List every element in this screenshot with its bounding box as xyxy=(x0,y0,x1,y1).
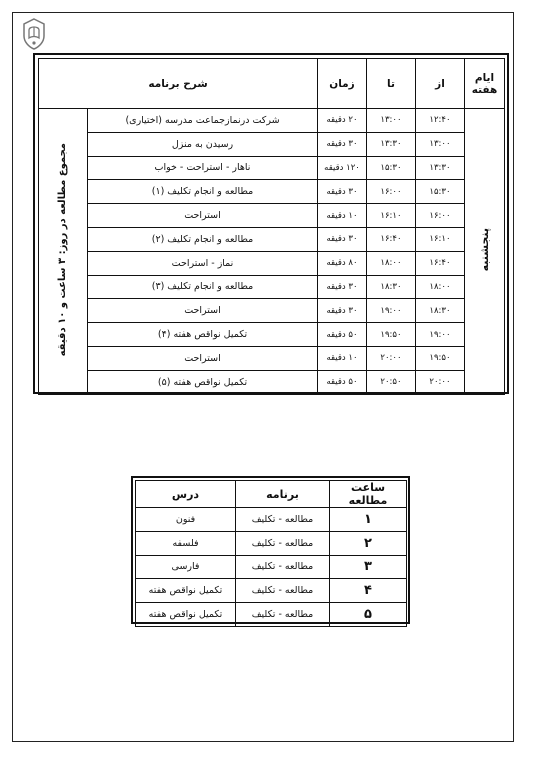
header-description: شرح برنامه xyxy=(39,59,318,109)
to-time-cell: ۱۸:۰۰ xyxy=(367,251,416,275)
to-time-cell: ۱۳:۰۰ xyxy=(367,109,416,133)
lesson-cell: فارسی xyxy=(136,555,236,579)
duration-cell: ۲۰ دقیقه xyxy=(318,109,367,133)
program-cell: مطالعه - تکلیف xyxy=(236,531,330,555)
to-time-cell: ۱۶:۰۰ xyxy=(367,180,416,204)
to-time-cell: ۲۰:۰۰ xyxy=(367,346,416,370)
header-program: برنامه xyxy=(236,481,330,508)
program-cell: مطالعه - تکلیف xyxy=(236,603,330,627)
schedule-header-row xyxy=(39,59,505,109)
study-hour-cell: ۳ xyxy=(330,555,407,579)
description-cell: رسیدن به منزل xyxy=(88,132,318,156)
duration-cell: ۳۰ دقیقه xyxy=(318,180,367,204)
program-cell: مطالعه - تکلیف xyxy=(236,579,330,603)
description-cell: استراحت xyxy=(88,299,318,323)
to-time-cell: ۱۹:۰۰ xyxy=(367,299,416,323)
to-time-cell: ۱۵:۳۰ xyxy=(367,156,416,180)
lesson-cell: تکمیل نواقص هفته xyxy=(136,603,236,627)
description-cell: مطالعه و انجام تکلیف (۲) xyxy=(88,227,318,251)
table-row xyxy=(39,323,505,347)
from-time-cell: ۱۳:۳۰ xyxy=(416,156,465,180)
table-row xyxy=(136,603,407,627)
day-label: پنجشنبه xyxy=(478,228,491,272)
duration-cell: ۵۰ دقیقه xyxy=(318,370,367,394)
header-study-hour: ساعت مطالعه xyxy=(330,481,407,508)
lesson-cell: فنون xyxy=(136,508,236,532)
total-study-label: مجموع مطالعه در روز: ۳ ساعت و ۱۰ دقیقه xyxy=(57,143,68,357)
duration-cell: ۵۰ دقیقه xyxy=(318,323,367,347)
from-time-cell: ۱۶:۰۰ xyxy=(416,204,465,228)
table-row xyxy=(39,180,505,204)
to-time-cell: ۱۶:۴۰ xyxy=(367,227,416,251)
to-time-cell: ۲۰:۵۰ xyxy=(367,370,416,394)
description-cell: استراحت xyxy=(88,346,318,370)
table-row xyxy=(39,204,505,228)
from-time-cell: ۱۲:۴۰ xyxy=(416,109,465,133)
to-time-cell: ۱۶:۱۰ xyxy=(367,204,416,228)
description-cell: ناهار - استراحت - خواب xyxy=(88,156,318,180)
table-row xyxy=(136,579,407,603)
subjects-header-row xyxy=(136,481,407,508)
daily-schedule-table xyxy=(38,58,505,395)
study-hour-cell: ۲ xyxy=(330,531,407,555)
header-to: تا xyxy=(367,59,416,109)
from-time-cell: ۱۶:۱۰ xyxy=(416,227,465,251)
from-time-cell: ۲۰:۰۰ xyxy=(416,370,465,394)
study-subjects-table xyxy=(135,480,407,627)
description-cell: مطالعه و انجام تکلیف (۳) xyxy=(88,275,318,299)
duration-cell: ۳۰ دقیقه xyxy=(318,299,367,323)
from-time-cell: ۱۵:۳۰ xyxy=(416,180,465,204)
duration-cell: ۳۰ دقیقه xyxy=(318,132,367,156)
lesson-cell: تکمیل نواقص هفته xyxy=(136,579,236,603)
table-row xyxy=(39,109,505,133)
description-cell: تکمیل نواقص هفته (۵) xyxy=(88,370,318,394)
description-cell: نماز - استراحت xyxy=(88,251,318,275)
table-row xyxy=(39,346,505,370)
lesson-cell: فلسفه xyxy=(136,531,236,555)
header-day: ایام هفته xyxy=(465,59,505,109)
description-cell: مطالعه و انجام تکلیف (۱) xyxy=(88,180,318,204)
program-cell: مطالعه - تکلیف xyxy=(236,555,330,579)
table-row xyxy=(39,227,505,251)
duration-cell: ۱۰ دقیقه xyxy=(318,346,367,370)
duration-cell: ۱۲۰ دقیقه xyxy=(318,156,367,180)
day-cell xyxy=(465,109,505,395)
table-row xyxy=(39,251,505,275)
to-time-cell: ۱۳:۳۰ xyxy=(367,132,416,156)
table-row xyxy=(136,555,407,579)
to-time-cell: ۱۹:۵۰ xyxy=(367,323,416,347)
table-row xyxy=(39,132,505,156)
from-time-cell: ۱۸:۰۰ xyxy=(416,275,465,299)
table-row xyxy=(136,531,407,555)
duration-cell: ۳۰ دقیقه xyxy=(318,227,367,251)
table-row xyxy=(39,370,505,394)
to-time-cell: ۱۸:۳۰ xyxy=(367,275,416,299)
program-cell: مطالعه - تکلیف xyxy=(236,508,330,532)
description-cell: تکمیل نواقص هفته (۴) xyxy=(88,323,318,347)
table-row xyxy=(39,275,505,299)
table-row xyxy=(39,299,505,323)
total-study-cell xyxy=(39,109,88,395)
header-from: از xyxy=(416,59,465,109)
duration-cell: ۸۰ دقیقه xyxy=(318,251,367,275)
from-time-cell: ۱۳:۰۰ xyxy=(416,132,465,156)
schedule-table-frame xyxy=(33,53,509,394)
header-duration: زمان xyxy=(318,59,367,109)
duration-cell: ۳۰ دقیقه xyxy=(318,275,367,299)
from-time-cell: ۱۸:۳۰ xyxy=(416,299,465,323)
table-row xyxy=(39,156,505,180)
table-row xyxy=(136,508,407,532)
from-time-cell: ۱۶:۴۰ xyxy=(416,251,465,275)
duration-cell: ۱۰ دقیقه xyxy=(318,204,367,228)
school-emblem-icon xyxy=(22,18,46,50)
subjects-table-frame xyxy=(131,476,410,624)
description-cell: استراحت xyxy=(88,204,318,228)
description-cell: شرکت درنمازجماعت مدرسه (اختیاری) xyxy=(88,109,318,133)
from-time-cell: ۱۹:۵۰ xyxy=(416,346,465,370)
study-hour-cell: ۴ xyxy=(330,579,407,603)
study-hour-cell: ۵ xyxy=(330,603,407,627)
from-time-cell: ۱۹:۰۰ xyxy=(416,323,465,347)
header-lesson: درس xyxy=(136,481,236,508)
study-hour-cell: ۱ xyxy=(330,508,407,532)
